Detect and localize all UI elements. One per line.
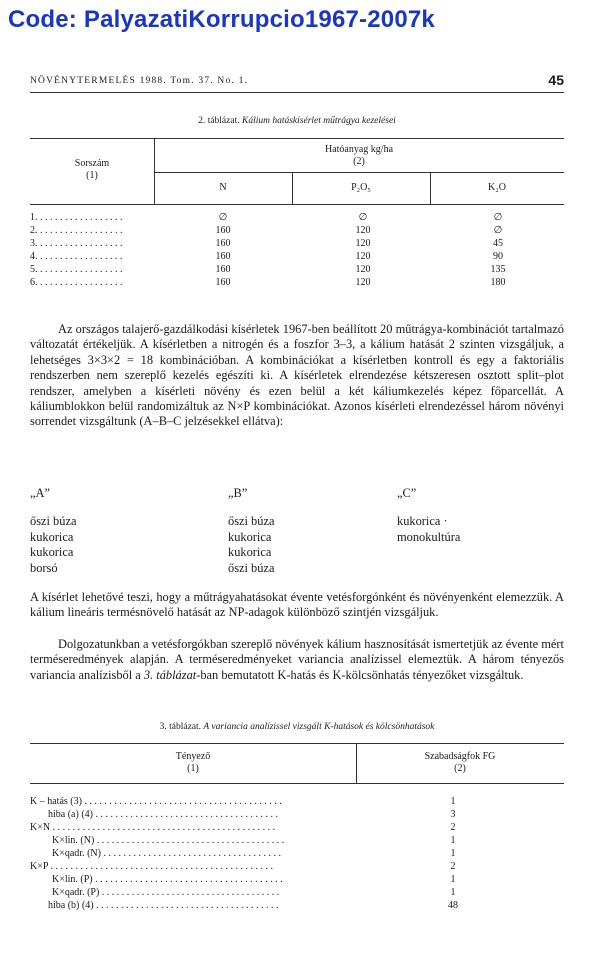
table2-header-bottom-rule	[30, 204, 564, 205]
table3-row-label: hiba (a) (4) . . . . . . . . . . . . . . . . . . . . . . . . . . . . . . . . . . . . .	[48, 809, 278, 820]
table2-col-hatoanyag: Hatóanyag kg/ha	[324, 144, 394, 155]
sequence-item: kukorica	[30, 529, 74, 544]
table2-row-label: 2. . . . . . . . . . . . . . . . . .	[30, 225, 123, 236]
table2-top-rule	[30, 138, 564, 139]
sequence-b	[228, 486, 274, 577]
sequence-a	[30, 486, 76, 577]
running-head: NÖVÉNYTERMELÉS 1988. Tom. 37. No. 1.	[30, 76, 249, 86]
table3-row-value: 1	[450, 874, 456, 885]
sequence-item: kukorica ·	[397, 513, 448, 528]
table3-row-label: K×P . . . . . . . . . . . . . . . . . . . . . . . . . . . . . . . . . . . . . . . . . . . . .	[30, 861, 274, 872]
table2-row-label: 6. . . . . . . . . . . . . . . . . .	[30, 277, 123, 288]
table2-caption-prefix: 2. táblázat.	[198, 116, 240, 126]
table3-col-fg-sub: (2)	[454, 763, 466, 774]
header-rule	[30, 92, 564, 93]
paragraph-3-text-b: -ban bemutatott K-hatás és K-kölcsönhatás tényezőket vizsgáltuk.	[196, 667, 524, 682]
sequence-a-head: „A”	[30, 486, 50, 500]
table2-row-label: 3. . . . . . . . . . . . . . . . . .	[30, 238, 123, 249]
table2-caption-title: Kálium hatáskísérlet műtrágya kezelései	[241, 116, 396, 126]
table2-cell-p: ∅	[358, 212, 368, 223]
sequence-item: kukorica	[228, 545, 272, 560]
table2-cell-p: 120	[355, 225, 371, 236]
table3-row-label: K×qadr. (P) . . . . . . . . . . . . . . . . . . . . . . . . . . . . . . . . . . . .	[52, 887, 280, 898]
table2-cell-n: 160	[215, 277, 231, 288]
table2-col-sorszam-sub: (1)	[86, 170, 98, 181]
document-code-banner: Code: PalyazatiKorrupcio1967-2007k	[8, 6, 435, 33]
sequence-c	[397, 486, 460, 545]
table3-row-label: K×qadr. (N) . . . . . . . . . . . . . . . . . . . . . . . . . . . . . . . . . . . .	[52, 848, 281, 859]
sequence-item: monokultúra	[397, 529, 461, 544]
sequence-b-head: „B”	[228, 486, 248, 500]
sequence-item: őszi búza	[228, 513, 275, 528]
table2-cell-k: ∅	[493, 225, 503, 236]
table3-row-value: 1	[450, 835, 456, 846]
table3-row-value: 48	[448, 900, 458, 911]
body-paragraph-2: A kísérlet lehetővé teszi, hogy a műtrágyahatásokat évente vetésforgónként és növényenként elemezzük. A kálium lineáris termésnövelő hatását az NP-adagok különböző szintjén vizsgáljuk.	[30, 590, 564, 620]
table3-row-label: hiba (b) (4) . . . . . . . . . . . . . . . . . . . . . . . . . . . . . . . . . . . . .	[48, 900, 279, 911]
table2-col-n: N	[219, 182, 227, 193]
table3-col-fg: Szabadságfok FG	[424, 751, 496, 762]
table2-col-hatoanyag-sub: (2)	[353, 156, 365, 167]
table3-row-value: 2	[450, 822, 456, 833]
table3-top-rule	[30, 743, 564, 744]
sequence-c-head: „C”	[397, 486, 417, 500]
table3-row-value: 1	[450, 887, 456, 898]
table3-caption-title: A variancia analízissel vizsgált K-hatások és kölcsönhatások	[203, 722, 435, 732]
table2-cell-k: 180	[490, 277, 506, 288]
sequence-item: őszi búza	[30, 513, 77, 528]
table2-mid-rule	[154, 172, 564, 173]
body-paragraph-1: Az országos talajerő-gazdálkodási kísérletek 1967-ben beállított 20 műtrágya-kombinációt tartalmazó változatát értékeljük. A kísérletben a nitrogén és a foszfor 3–3, a kálium hatását 2 szinten vizsgáljuk, a lehetséges 3×3×2 = 18 kombinációban. A kombinációkat a kísérletben kontroll és egy a faktoriális rendszerben nem szereplő kezelés egészíti ki. A kísérletek elrendezése kétszeresen osztott split–plot rendszer, amelyben a kísérleti növény és ezen belül a két káliumkezelés képez főparcellát. A káliumblokkon belül randomizáltuk az N×P kombinációkat. Azonos kísérleti elrendezéssel három növényi sorrendet vizsgáltunk (A–B–C jelzésekkel ellátva):	[30, 322, 564, 429]
sequence-item: kukorica	[228, 529, 272, 544]
table3-col-tenyezo: Tényező	[175, 751, 211, 762]
table3-row-label: K×N . . . . . . . . . . . . . . . . . . . . . . . . . . . . . . . . . . . . . . . . . . . . .	[30, 822, 276, 833]
table3-row-value: 2	[450, 861, 456, 872]
body-paragraph-3	[30, 637, 564, 683]
table2-cell-p: 120	[355, 264, 371, 275]
table3-row-label: K – hatás (3) . . . . . . . . . . . . . . . . . . . . . . . . . . . . . . . . . . . . . . . .	[30, 796, 282, 807]
table2-col-p2o5: P₂O₅	[351, 182, 371, 193]
table3-caption-prefix: 3. táblázat.	[159, 722, 202, 732]
table3-reference: 3. táblázat	[143, 667, 197, 682]
paragraph-3-text-a: Dolgozatunkban a vetésforgókban szereplő növények kálium hasznosítását ismertetjük az évente mért terméseredmények alapján. A terméseredményeket variancia analízissel elemeztük. A három tényezős variancia analízisből a	[30, 637, 564, 682]
table2-cell-n: 160	[215, 238, 231, 249]
table2-cell-n: ∅	[218, 212, 228, 223]
table2-row-label: 5. . . . . . . . . . . . . . . . . .	[30, 264, 123, 275]
table2-row-label: 4. . . . . . . . . . . . . . . . . .	[30, 251, 123, 262]
table2-cell-k: ∅	[493, 212, 503, 223]
table3-row-value: 1	[450, 796, 456, 807]
sequence-item: őszi búza	[228, 561, 275, 576]
table2-col-k2o: K₂O	[488, 182, 506, 193]
table2-cell-p: 120	[355, 251, 371, 262]
table2-cell-k: 90	[493, 251, 503, 262]
table2-cell-p: 120	[355, 277, 371, 288]
table3-col-tenyezo-sub: (1)	[187, 763, 199, 774]
table2-cell-k: 45	[493, 238, 503, 249]
table2-cell-n: 160	[215, 225, 231, 236]
table3-row-label: K×lin. (N) . . . . . . . . . . . . . . . . . . . . . . . . . . . . . . . . . . . . . .	[52, 835, 285, 846]
sequence-item: borsó	[30, 561, 58, 576]
table3-row-value: 1	[450, 848, 456, 859]
table3-header-bottom-rule	[30, 783, 564, 784]
sequence-item: kukorica	[30, 545, 74, 560]
table3-row-value: 3	[450, 809, 456, 820]
table2-cell-p: 120	[355, 238, 371, 249]
table2-caption	[30, 116, 564, 126]
table2-cell-k: 135	[490, 264, 506, 275]
table2-cell-n: 160	[215, 264, 231, 275]
table2-row-label: 1. . . . . . . . . . . . . . . . . .	[30, 212, 123, 223]
table2-cell-n: 160	[215, 251, 231, 262]
table3-row-label: K×lin. (P) . . . . . . . . . . . . . . . . . . . . . . . . . . . . . . . . . . . . . .	[52, 874, 283, 885]
table3-caption	[30, 722, 564, 732]
table2-col-sorszam: Sorszám	[74, 158, 110, 169]
page-number: 45	[548, 72, 564, 88]
